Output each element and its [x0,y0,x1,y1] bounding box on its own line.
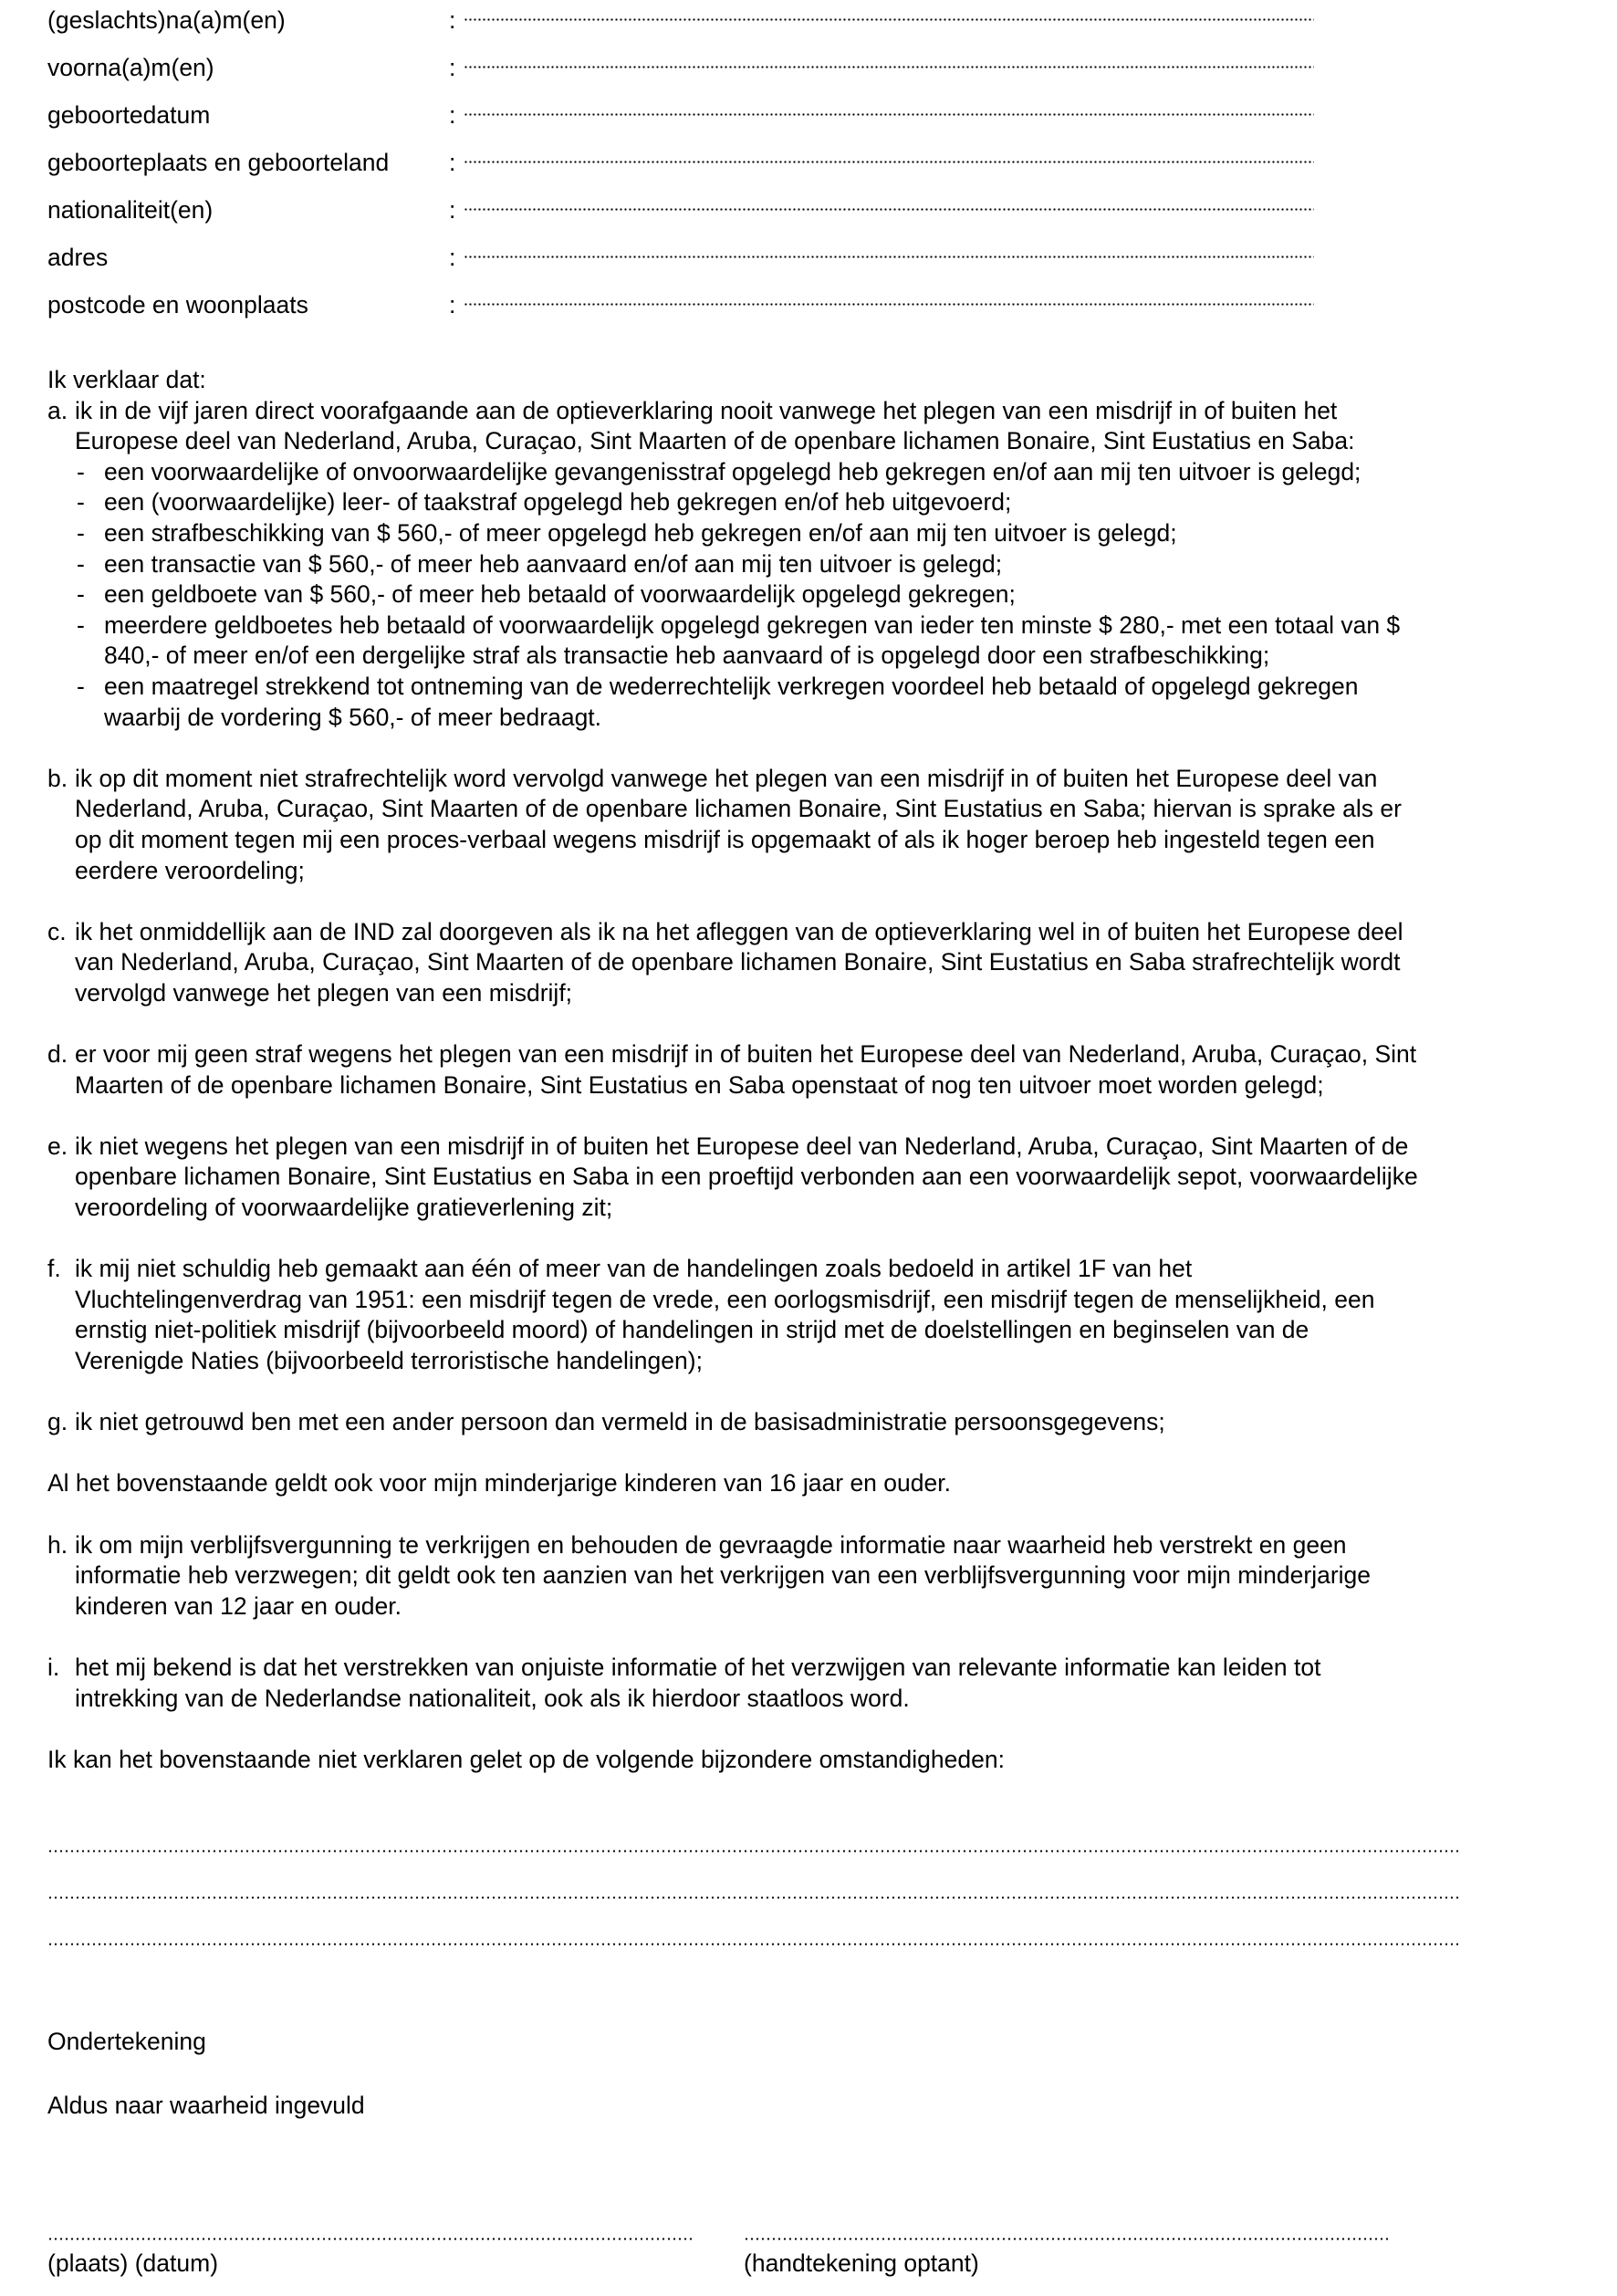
clause-marker: a. [47,396,68,424]
clause-marker: d. [47,1040,68,1069]
clause-line: van Nederland, Aruba, Curaçao, Sint Maarten of de openbare lichamen Bonaire, Sint Eustatius en Saba strafrechtelijk wordt [75,948,1401,976]
clause-line: informatie heb verzwegen; dit geldt ook ten aanzien van het verkrijgen van een verblijfsvergunning voor mijn minderjarige [75,1561,1372,1590]
clause-h [47,1530,1590,1623]
signature-label: (handtekening optant) [744,2249,979,2277]
signature-input-line[interactable] [744,2238,1388,2240]
clause-line: kinderen van 12 jaar en ouder. [75,1592,402,1620]
field-separator: : [449,101,456,129]
clause-line: openbare lichamen Bonaire, Sint Eustatius en Saba in een proeftijd verbonden aan een voorwaardelijk sepot, voorwaardelijke [75,1163,1418,1191]
clause-line: vervolgd vanwege het plegen van een misdrijf; [75,978,573,1007]
field-separator: : [449,291,456,318]
clause-a-bullet [47,518,1590,549]
bullet-dash: - [77,488,85,517]
bullet-line: een voorwaardelijke of onvoorwaardelijke gevangenisstraf opgelegd heb gekregen en/of aan mij ten uitvoer is gelegd; [104,457,1361,485]
clause-b [47,764,1590,886]
place-date-input-line[interactable] [47,2238,692,2240]
bullet-line: meerdere geldboetes heb betaald of voorwaardelijk opgelegd gekregen van ieder ten minste $ 280,- met een totaal van $ [104,611,1401,639]
minors-note: Al het bovenstaande geldt ook voor mijn minderjarige kinderen van 16 jaar en ouder. [47,1469,951,1498]
clause-line: ik niet wegens het plegen van een misdrijf in of buiten het Europese deel van Nederland, Aruba, Curaçao, Sint Maarten of de [75,1132,1409,1160]
clause-line: eerdere veroordeling; [75,856,305,884]
clause-line: er voor mij geen straf wegens het plegen van een misdrijf in of buiten het Europese deel van Nederland, Aruba, Curaçao, Sint [75,1040,1417,1069]
birth-place-input-dotted-line[interactable] [464,161,1314,163]
clause-line: Europese deel van Nederland, Aruba, Curaçao, Sint Maarten of de openbare lichamen Bonaire, Sint Eustatius en Saba: [75,427,1355,455]
exception-input-line-2[interactable] [47,1896,1460,1899]
field-separator: : [449,149,456,176]
field-separator: : [449,196,456,224]
field-label: adres [47,244,109,271]
field-label: voorna(a)m(en) [47,54,214,81]
clause-line: ik mij niet schuldig heb gemaakt aan één of meer van de handelingen zoals bedoeld in artikel 1F van het [75,1255,1193,1283]
clause-c [47,917,1590,1009]
clause-line: veroordeling of voorwaardelijke gratieverlening zit; [75,1194,613,1222]
field-label: geboortedatum [47,101,211,129]
clause-line: op dit moment tegen mij een proces-verbaal wegens misdrijf is opgemaakt of als ik hoger beroep heb ingesteld tegen een [75,825,1375,853]
surname-input-dotted-line[interactable] [464,18,1314,21]
field-separator: : [449,6,456,34]
clause-marker: e. [47,1132,68,1160]
bullet-line: een (voorwaardelijke) leer- of taakstraf opgelegd heb gekregen en/of heb uitgevoerd; [104,488,1012,517]
bullet-dash: - [77,457,85,485]
clause-line: ernstig niet-politiek misdrijf (bijvoorbeeld moord) of handelingen in strijd met de doelstellingen en beginselen van de [75,1316,1309,1344]
clause-a-bullet [47,672,1590,733]
clause-marker: c. [47,917,67,945]
clause-line: Maarten of de openbare lichamen Bonaire, Sint Eustatius en Saba openstaat of nog ten uitvoer moet worden gelegd; [75,1070,1324,1099]
clause-marker: b. [47,764,68,792]
signature-heading: Ondertekening [47,2028,206,2055]
field-separator: : [449,54,456,81]
clause-line: Verenigde Naties (bijvoorbeeld terroristische handelingen); [75,1347,703,1374]
address-input-dotted-line[interactable] [464,256,1314,258]
exceptions-prompt: Ik kan het bovenstaande niet verklaren gelet op de volgende bijzondere omstandigheden: [47,1745,1005,1773]
clause-marker: i. [47,1653,60,1681]
birth-date-input-dotted-line[interactable] [464,113,1314,116]
bullet-dash: - [77,672,85,700]
given-names-input-dotted-line[interactable] [464,66,1314,68]
signature-statement: Aldus naar waarheid ingevuld [47,2092,365,2119]
bullet-line: een geldboete van $ 560,- of meer heb betaald of voorwaardelijk opgelegd gekregen; [104,580,1016,609]
clause-e [47,1132,1590,1224]
clause-line: Vluchtelingenverdrag van 1951: een misdrijf tegen de vrede, een oorlogsmisdrijf, een misdrijf tegen de menselijkheid, een [75,1285,1375,1313]
clause-a-bullet [47,457,1590,488]
declaration-intro: Ik verklaar dat: [47,366,206,393]
clause-a-bullet [47,487,1590,518]
clause-line: ik het onmiddellijk aan de IND zal doorgeven als ik na het afleggen van de optieverklaring wel in of buiten het Europese deel [75,917,1403,945]
bullet-line: een transactie van $ 560,- of meer heb aanvaard en/of aan mij ten uitvoer is gelegd; [104,549,1003,578]
clause-marker: f. [47,1255,61,1283]
clause-g [47,1407,1590,1438]
clause-line: ik om mijn verblijfsvergunning te verkrijgen en behouden de gevraagde informatie naar waarheid heb verstrekt en geen [75,1530,1347,1559]
clause-line: Nederland, Aruba, Curaçao, Sint Maarten of de openbare lichamen Bonaire, Sint Eustatius en Saba; hiervan is sprake als er [75,795,1402,823]
bullet-line: 840,- of meer en/of een dergelijke straf als transactie heb aanvaard of is opgelegd door een strafbeschikking; [104,642,1270,670]
bullet-line: een maatregel strekkend tot ontneming van de wederrechtelijk verkregen voordeel heb betaald of opgelegd gekregen [104,672,1359,700]
clause-marker: h. [47,1530,68,1559]
clause-line: ik in de vijf jaren direct voorafgaande aan de optieverklaring nooit vanwege het plegen van een misdrijf in of buiten het [75,396,1338,424]
clause-line: intrekking van de Nederlandse nationaliteit, ook als ik hierdoor staatloos word. [75,1684,910,1712]
clause-marker: g. [47,1408,68,1436]
postcode-city-input-dotted-line[interactable] [464,303,1314,306]
field-label: geboorteplaats en geboorteland [47,149,390,176]
clause-a-bullet [47,549,1590,580]
clause-line: ik niet getrouwd ben met een ander persoon dan vermeld in de basisadministratie persoonsgegevens; [75,1408,1165,1436]
clause-i [47,1653,1590,1714]
field-separator: : [449,244,456,271]
clause-a [47,396,1590,457]
clause-a-bullet [47,611,1590,672]
exception-input-line-1[interactable] [47,1850,1460,1852]
exception-input-line-3[interactable] [47,1943,1460,1946]
clause-line: het mij bekend is dat het verstrekken van onjuiste informatie of het verzwijgen van relevante informatie kan leiden tot [75,1653,1321,1681]
bullet-line: een strafbeschikking van $ 560,- of meer opgelegd heb gekregen en/of aan mij ten uitvoer is gelegd; [104,518,1177,547]
declaration-section [47,365,1590,1775]
clause-a-bullet [47,579,1590,611]
clause-line: ik op dit moment niet strafrechtelijk word vervolgd vanwege het plegen van een misdrijf in of buiten het Europese deel van [75,764,1378,792]
bullet-dash: - [77,580,85,609]
bullet-dash: - [77,518,85,547]
field-label: postcode en woonplaats [47,291,308,318]
bullet-dash: - [77,611,85,639]
field-label: nationaliteit(en) [47,196,214,224]
bullet-dash: - [77,549,85,578]
clause-d [47,1039,1590,1101]
field-label: (geslachts)na(a)m(en) [47,6,286,34]
bullet-line: waarbij de vordering $ 560,- of meer bedraagt. [104,703,602,731]
clause-f [47,1254,1590,1376]
place-date-label: (plaats) (datum) [47,2249,219,2277]
nationality-input-dotted-line[interactable] [464,208,1314,211]
